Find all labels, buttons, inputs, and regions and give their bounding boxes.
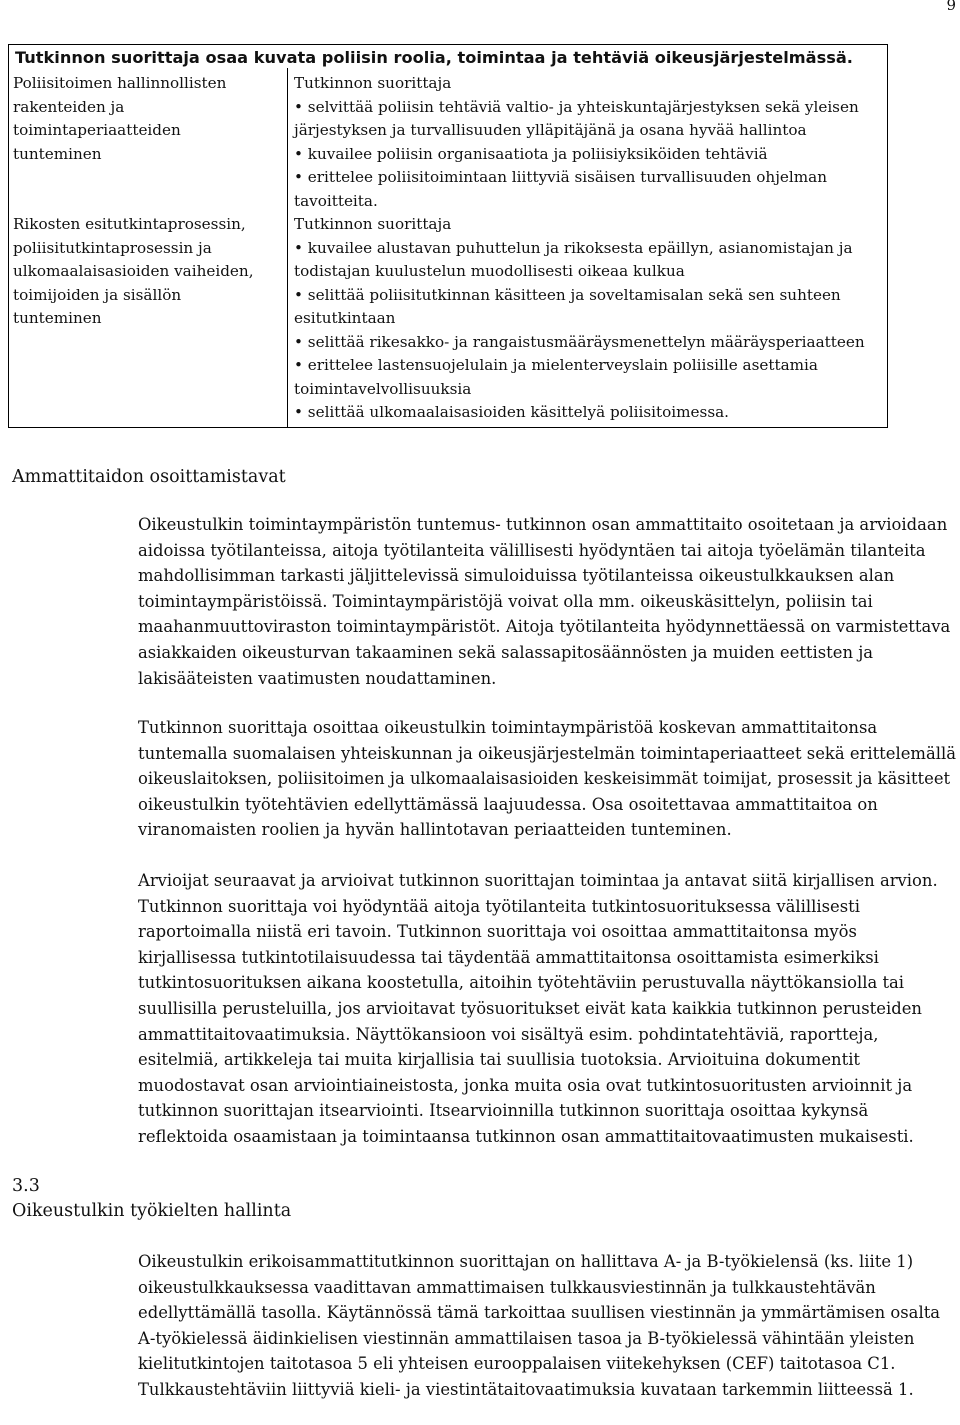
section-number: 3.3 <box>12 1176 40 1196</box>
list-item: • erittelee lastensuojelulain ja mielenterveyslain poliisille asettamia toimintavelvollisuuksia <box>294 354 884 401</box>
row-1-requirements <box>294 72 884 213</box>
criterion-line: rakenteiden ja <box>13 97 125 116</box>
list-item: • selvittää poliisin tehtäviä valtio- ja yhteiskuntajärjestyksen sekä yleisen järjestyksen ja turvallisuuden ylläpitäjänä ja osana hyvää hallintoa <box>294 96 884 143</box>
criterion-line: Poliisitoimen hallinnollisten <box>13 74 227 92</box>
criterion-line: tunteminen <box>13 309 102 327</box>
criterion-line: poliisitutkintaprosessin ja <box>13 238 212 257</box>
section-title: Oikeustulkin työkielten hallinta <box>12 1201 292 1221</box>
list-item: • kuvailee poliisin organisaatiota ja poliisiyksiköiden tehtäviä <box>294 143 884 167</box>
requirements-list <box>294 96 884 214</box>
criterion-line: toimijoiden ja sisällön <box>13 285 182 304</box>
paragraph: Tutkinnon suorittaja osoittaa oikeustulkin toimintaympäristöä koskevan ammattitaitonsa tuntemalla suomalaisen yhteiskunnan ja oikeusjärjestelmän toimintaperiaatteet sekä erittelemällä oikeuslaitoksen, poliisitoimen ja ulkomaalaisasioiden keskeisimmät toimijat, prosessit ja käsitteet oikeustulkin työtehtävien edellyttämässä laajuudessa. Osa osoitettavaa ammattitaitoa on viranomaisten roolien ja hyvän hallintotavan periaatteiden tunteminen. <box>138 718 956 840</box>
requirements-lead: Tutkinnon suorittaja <box>294 74 452 92</box>
requirements-list <box>294 237 884 425</box>
table-heading: Tutkinnon suorittaja osaa kuvata poliisin roolia, toimintaa ja tehtäviä oikeusjärjestelmässä. <box>15 48 853 67</box>
competence-table <box>8 44 888 428</box>
criterion-line: ulkomaalaisasioiden vaiheiden, <box>13 262 254 280</box>
row-2-requirements <box>294 213 884 425</box>
paragraph: Oikeustulkin toimintaympäristön tuntemus- tutkinnon osan ammattitaito osoitetaan ja arvioidaan aidoissa työtilanteissa, aitoja työtilanteita välillisesti hyödyntäen tai aitoja työelämän tilanteita mahdollisimman tarkasti jäljittelevissä simuloiduissa työtilanteissa oikeustulkkauksen alan toimintaympäristöissä. Toimintaympäristöjä voivat olla mm. oikeuskäsittelyn, poliisin tai maahanmuuttoviraston toimintaympäristöt. Aitoja työtilanteita hyödynnettäessä on varmistettava asiakkaiden oikeusturvan takaaminen sekä salassapitosäännösten ja muiden eettisten ja lakisääteisten vaatimusten noudattaminen. <box>138 515 951 688</box>
page-number: 9 <box>946 0 956 14</box>
list-item: • kuvailee alustavan puhuttelun ja rikoksesta epäillyn, asianomistajan ja todistajan kuulustelun muodollisesti oikeaa kulkua <box>294 237 884 284</box>
list-item: • erittelee poliisitoimintaan liittyviä sisäisen turvallisuuden ohjelman tavoitteita. <box>294 166 884 213</box>
criterion-line: toimintaperiaatteiden <box>13 121 181 139</box>
criterion-line: tunteminen <box>13 144 102 163</box>
paragraph: Arvioijat seuraavat ja arvioivat tutkinnon suorittajan toimintaa ja antavat siitä kirjallisen arvion. Tutkinnon suorittaja voi hyödyntää aitoja työtilanteita tutkintosuorituksessa välillisesti raportoimalla niistä eri tavoin. Tutkinnon suorittaja voi osoittaa ammattitaitonsa myös kirjallisessa tutkintotilaisuudessa tai täydentää ammattitaitonsa osoittamista esimerkiksi tutkintosuorituksen aikana koostetulla, aitoihin työtehtäviin perustuvalla näyttökansiolla tai suullisilla perusteluilla, jos arvioitavat työsuoritukset eivät kata kaikkia tutkinnon perusteiden ammattitaitovaatimuksia. Näyttökansioon voi sisältyä esim. pohdintatehtäviä, raportteja, esitelmiä, artikkeleja tai muita kirjallisia tai suullisia tuotoksia. Arvioituina dokumentit muodostavat osan arviointiaineistosta, jonka muita osia ovat tutkintosuoritusten arvioinnit ja tutkinnon suorittajan itsearviointi. Itsearvioinnilla tutkinnon suorittaja osoittaa kykynsä reflektoida osaamistaan ja toimintaansa tutkinnon osan ammattitaitovaatimusten mukaisesti. <box>138 871 938 1146</box>
paragraph: Oikeustulkin erikoisammattitutkinnon suorittajan on hallittava A- ja B-työkielensä (ks. liite 1) oikeustulkkauksessa vaadittavan ammattimaisen tulkkausviestinnän ja tulkkaustehtävän edellyttämällä tasolla. Käytännössä tämä tarkoittaa suullisen viestinnän ja ymmärtämisen osalta A-työkielessä äidinkielisen viestinnän ammattilaisen tasoa ja B-työkielessä vähintään yleisten kielitutkintojen taitotasoa 5 eli yhteisen eurooppalaisen viitekehyksen (CEF) taitotasoa C1. Tulkkaustehtäviin liittyviä kieli- ja viestintätaitovaatimuksia kuvataan tarkemmin liitteessä 1. <box>138 1252 941 1399</box>
list-item: • selittää ulkomaalaisasioiden käsittelyä poliisitoimessa. <box>294 401 884 425</box>
row-2-criterion <box>13 213 281 331</box>
criterion-line: Rikosten esitutkintaprosessin, <box>13 215 246 233</box>
list-item: • selittää rikesakko- ja rangaistusmääräysmenettelyn määräysperiaatteen <box>294 331 884 355</box>
list-item: • selittää poliisitutkinnan käsitteen ja soveltamisalan sekä sen suhteen esitutkintaan <box>294 284 884 331</box>
row-1-criterion <box>13 72 281 166</box>
requirements-lead: Tutkinnon suorittaja <box>294 215 452 233</box>
section-title: Ammattitaidon osoittamistavat <box>12 467 286 487</box>
column-divider <box>287 68 288 427</box>
